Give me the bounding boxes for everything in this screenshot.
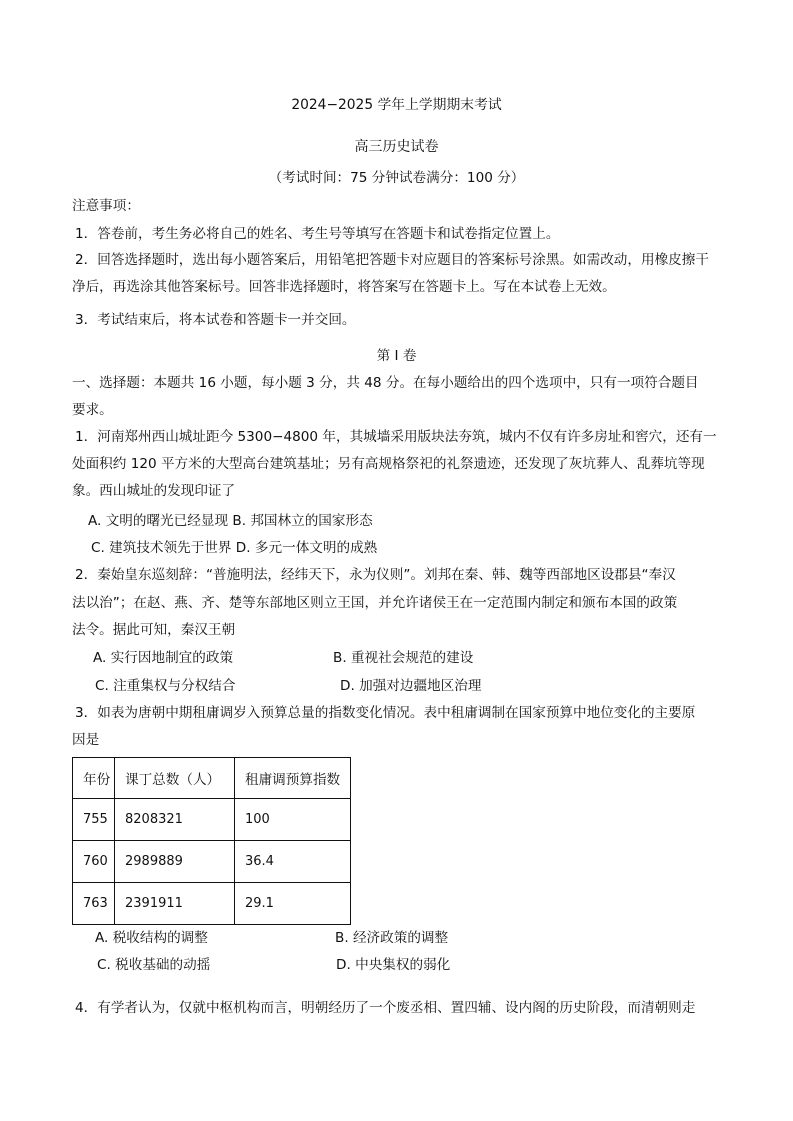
exam-subtitle: 高三历史试卷 <box>354 139 439 155</box>
question-2-line-3: 法令。据此可知，秦汉王朝 <box>72 622 236 638</box>
table-cell: 763 <box>73 883 115 925</box>
table-header-cell: 课丁总数（人） <box>115 758 235 799</box>
table-row <box>73 841 351 883</box>
section-instructions-line-2: 要求。 <box>72 402 113 418</box>
table-cell: 36.4 <box>235 841 351 883</box>
notice-heading: 注意事项： <box>72 198 140 214</box>
notice-item-2-line-1: 2．回答选择题时，选出每小题答案后，用铅笔把答题卡对应题目的答案标号涂黑。如需改动，用橡皮擦干 <box>75 252 709 268</box>
notice-item-3: 3．考试结束后，将本试卷和答题卡一并交回。 <box>75 312 356 328</box>
question-2-line-1: 2．秦始皇东巡刻辞：“普施明法，经纬天下，永为仪则”。刘邦在秦、韩、魏等西部地区设郡县“奉汉 <box>75 567 676 583</box>
question-3-line-1: 3．如表为唐朝中期租庸调岁入预算总量的指数变化情况。表中租庸调制在国家预算中地位变化的主要原 <box>75 705 696 721</box>
table-row <box>73 883 351 925</box>
question-1-line-1: 1．河南郑州西山城址距今 5300−4800 年，其城墙采用版块法夯筑，城内不仅有许多房址和窖穴，还有一 <box>75 429 717 445</box>
table-header-cell: 年份 <box>73 758 115 799</box>
table-cell: 2391911 <box>115 883 235 925</box>
table-cell: 8208321 <box>115 799 235 841</box>
question-2-line-2: 法以治”；在赵、燕、齐、楚等东部地区则立王国，并允许诸侯王在一定范围内制定和颁布本国的政策 <box>72 595 678 611</box>
question-2-option-c: C. 注重集权与分权结合 <box>95 678 236 694</box>
table-header-row <box>73 758 351 799</box>
question-2-option-a: A. 实行因地制宜的政策 <box>93 650 234 666</box>
question-1-options-line-1: A. 文明的曙光已经显现 B. 邦国林立的国家形态 <box>88 513 373 529</box>
part-heading: 第 I 卷 <box>376 348 417 364</box>
question-3-option-c: C. 税收基础的动摇 <box>97 957 211 973</box>
question-3-option-d: D. 中央集权的弱化 <box>336 957 451 973</box>
question-2-option-d: D. 加强对边疆地区治理 <box>340 678 482 694</box>
table-row <box>73 799 351 841</box>
question-3-line-2: 因是 <box>72 732 100 748</box>
question-2-option-b: B. 重视社会规范的建设 <box>333 650 474 666</box>
question-3-option-b: B. 经济政策的调整 <box>335 930 449 946</box>
exam-title: 2024−2025 学年上学期期末考试 <box>291 97 502 113</box>
question-4-line-1: 4．有学者认为，仅就中枢机构而言，明朝经历了一个废丞相、置四辅、设内阁的历史阶段，而清朝则走 <box>75 1000 696 1016</box>
table-cell: 760 <box>73 841 115 883</box>
table-cell: 755 <box>73 799 115 841</box>
table-cell: 100 <box>235 799 351 841</box>
table-cell: 2989889 <box>115 841 235 883</box>
question-1-line-3: 象。西山城址的发现印证了 <box>72 483 236 499</box>
table-cell: 29.1 <box>235 883 351 925</box>
question-1-options-line-2: C. 建筑技术领先于世界 D. 多元一体文明的成熟 <box>91 540 378 556</box>
table-header-cell: 租庸调预算指数 <box>235 758 351 799</box>
data-table <box>72 757 351 925</box>
question-1-line-2: 处面积约 120 平方米的大型高台建筑基址；另有高规格祭祀的礼祭遗迹，还发现了灰坑葬人、乱葬坑等现 <box>72 456 705 472</box>
question-3-option-a: A. 税收结构的调整 <box>95 930 208 946</box>
notice-item-2-line-2: 净后，再选涂其他答案标号。回答非选择题时，将答案写在答题卡上。写在本试卷上无效。 <box>72 279 616 295</box>
section-instructions-line-1: 一、选择题：本题共 16 小题，每小题 3 分，共 48 分。在每小题给出的四个选项中，只有一项符合题目 <box>72 375 699 391</box>
notice-item-1: 1．答卷前，考生务必将自己的姓名、考生号等填写在答题卡和试卷指定位置上。 <box>75 226 560 242</box>
exam-info: （考试时间：75 分钟试卷满分：100 分） <box>268 170 525 186</box>
